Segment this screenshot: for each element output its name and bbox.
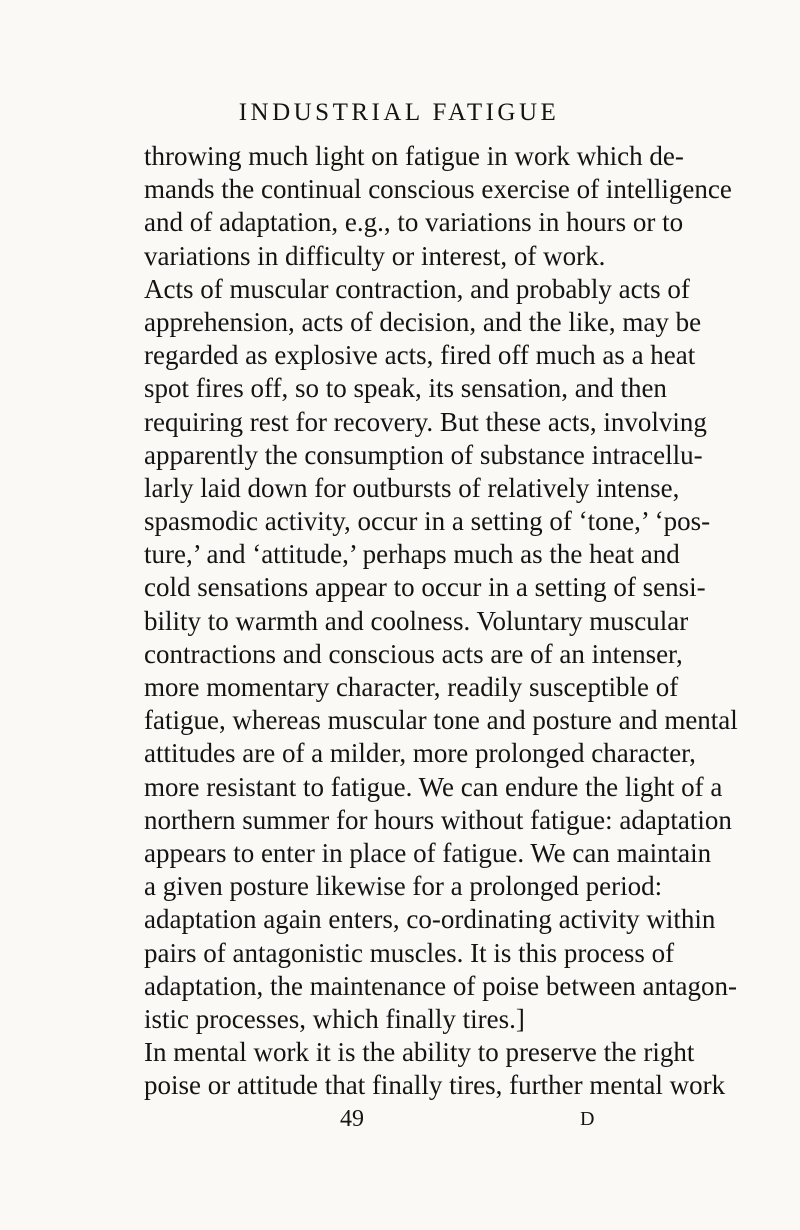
body-text (144, 140, 738, 1102)
text-line: mands the continual conscious exercise of intelligence (144, 174, 732, 205)
running-head: INDUSTRIAL FATIGUE (238, 99, 560, 126)
page-number: 49 (340, 1106, 364, 1133)
text-line: larly laid down for outbursts of relatively intense, (144, 472, 680, 503)
text-line: attitudes are of a milder, more prolonged character, (144, 738, 696, 769)
text-line: pairs of antagonistic muscles. It is this process of (144, 937, 675, 968)
text-line: and of adaptation, e.g., to variations in hours or to (144, 207, 684, 238)
page-footer (144, 1104, 654, 1134)
text-line: contractions and conscious acts are of an intenser, (144, 638, 683, 669)
text-line: apparently the consumption of substance intracellu- (144, 439, 703, 470)
text-line: a given posture likewise for a prolonged period: (144, 871, 663, 902)
text-line: spot fires off, so to speak, its sensation, and then (144, 373, 667, 404)
text-line: poise or attitude that finally tires, further mental work (144, 1070, 726, 1101)
text-block (144, 98, 738, 1134)
text-line: spasmodic activity, occur in a setting of ‘tone,’ ‘pos- (144, 506, 711, 537)
text-line: throwing much light on fatigue in work which de- (144, 141, 684, 171)
text-line: istic processes, which finally tires.] (144, 1003, 525, 1034)
text-line: more resistant to fatigue. We can endure the light of a (144, 771, 723, 802)
text-line: northern summer for hours without fatigue: adaptation (144, 804, 732, 835)
signature-mark: D (580, 1108, 595, 1131)
text-line: requiring rest for recovery. But these acts, involving (144, 406, 707, 437)
text-line: apprehension, acts of decision, and the like, may be (144, 306, 702, 337)
text-line: appears to enter in place of fatigue. We can maintain (144, 837, 712, 868)
text-line: Acts of muscular contraction, and probably acts of (144, 273, 690, 304)
text-line: more momentary character, readily susceptible of (144, 672, 679, 702)
text-line: variations in difficulty or interest, of work. (144, 240, 606, 271)
text-line: adaptation, the maintenance of poise between antagon- (144, 970, 738, 1001)
text-line: bility to warmth and coolness. Voluntary muscular (144, 605, 689, 636)
text-line: cold sensations appear to occur in a setting of sensi- (144, 572, 706, 603)
text-line: fatigue, whereas muscular tone and posture and mental (144, 705, 738, 736)
text-line: ture,’ and ‘attitude,’ perhaps much as the heat and (144, 539, 680, 570)
text-line: In mental work it is the ability to preserve the right (144, 1037, 695, 1068)
text-line: regarded as explosive acts, fired off much as a heat (144, 340, 696, 371)
text-line: adaptation again enters, co-ordinating activity within (144, 904, 716, 935)
